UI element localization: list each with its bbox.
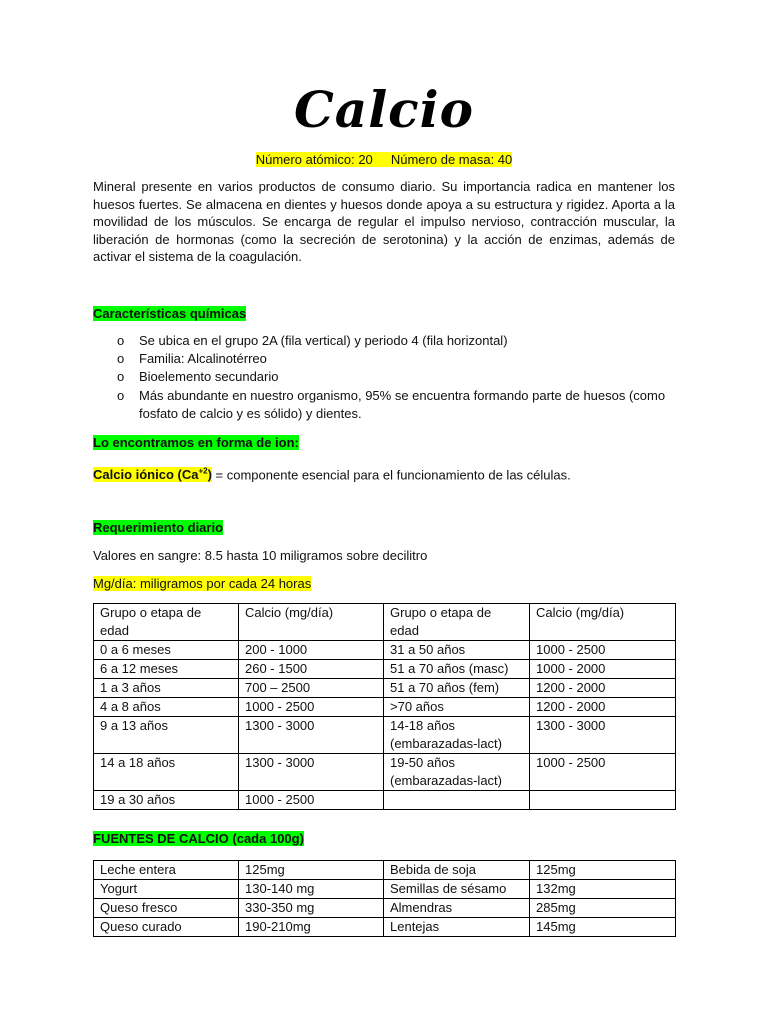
blood-values: Valores en sangre: 8.5 hasta 10 miligramos sobre decilitro bbox=[93, 548, 428, 563]
column-header: Grupo o etapa de edad bbox=[384, 604, 530, 641]
sources-heading: FUENTES DE CALCIO (cada 100g) bbox=[93, 831, 304, 846]
table-cell: Lentejas bbox=[384, 918, 530, 937]
table-cell: 1300 - 3000 bbox=[530, 717, 676, 754]
table-row bbox=[94, 660, 676, 679]
ion-line: Calcio iónico $(Ca^{+2})$ = componente esencial para el funcionamiento de las células. bbox=[93, 467, 571, 483]
table-cell: 285mg bbox=[530, 899, 676, 918]
table-row bbox=[94, 641, 676, 660]
table-cell: 1 a 3 años bbox=[94, 679, 239, 698]
table-cell: 0 a 6 meses bbox=[94, 641, 239, 660]
table-row bbox=[94, 899, 676, 918]
sources-table bbox=[93, 860, 676, 937]
ion-heading: Lo encontramos en forma de ion: bbox=[93, 435, 299, 450]
characteristics-list bbox=[117, 332, 677, 423]
table-row bbox=[94, 717, 676, 754]
table-cell: 1300 - 3000 bbox=[239, 717, 384, 754]
list-item: o Familia: Alcalinotérreo bbox=[117, 351, 267, 367]
table-header-row bbox=[94, 604, 676, 641]
column-header: Calcio (mg/día) bbox=[239, 604, 384, 641]
table-cell: Almendras bbox=[384, 899, 530, 918]
table-cell: 6 a 12 meses bbox=[94, 660, 239, 679]
table-cell: 1000 - 2000 bbox=[530, 660, 676, 679]
table-cell: 1000 - 2500 bbox=[239, 791, 384, 810]
table-cell: 1000 - 2500 bbox=[239, 698, 384, 717]
table-cell: 190-210mg bbox=[239, 918, 384, 937]
table-cell: 31 a 50 años bbox=[384, 641, 530, 660]
table-cell: 1000 - 2500 bbox=[530, 754, 676, 791]
table-cell: 260 - 1500 bbox=[239, 660, 384, 679]
table-cell: 51 a 70 años (fem) bbox=[384, 679, 530, 698]
table-row bbox=[94, 880, 676, 899]
table-cell bbox=[530, 791, 676, 810]
table-row bbox=[94, 698, 676, 717]
table-cell: 700 – 2500 bbox=[239, 679, 384, 698]
characteristics-heading: Características químicas bbox=[93, 306, 247, 321]
table-cell: 51 a 70 años (masc) bbox=[384, 660, 530, 679]
table-cell: 1200 - 2000 bbox=[530, 698, 676, 717]
table-cell: Queso fresco bbox=[94, 899, 239, 918]
table-cell: 130-140 mg bbox=[239, 880, 384, 899]
intro-paragraph: Mineral presente en varios productos de consumo diario. Su importancia radica en mantener los huesos fuertes. Se almacena en dientes y huesos donde apoya a su estructura y rigidez. Aporta a la movilidad de los músculos. Se encarga de regular el impulso nervioso, contracción muscular, la liberación de hormonas (como la secreción de serotonina) y la acción de enzimas, además de activar el sistema de la coagulación. bbox=[93, 179, 675, 264]
table-row bbox=[94, 918, 676, 937]
column-header: Grupo o etapa de edad bbox=[94, 604, 239, 641]
table-cell: 9 a 13 años bbox=[94, 717, 239, 754]
atomic-number: Número atómico: 20 Número de masa: 40 bbox=[255, 152, 513, 167]
table-row bbox=[94, 791, 676, 810]
requirement-table bbox=[93, 603, 676, 810]
unit-note: Mg/día: miligramos por cada 24 horas bbox=[93, 576, 312, 591]
column-header: Calcio (mg/día) bbox=[530, 604, 676, 641]
table-cell bbox=[384, 791, 530, 810]
atomic-info bbox=[93, 152, 675, 168]
table-cell: 200 - 1000 bbox=[239, 641, 384, 660]
table-cell: 125mg bbox=[239, 861, 384, 880]
table-row bbox=[94, 754, 676, 791]
table-cell: 330-350 mg bbox=[239, 899, 384, 918]
page-title: Calcio bbox=[294, 80, 474, 139]
table-cell: 132mg bbox=[530, 880, 676, 899]
list-item: o Más abundante en nuestro organismo, 95% se encuentra formando parte de huesos (como fosfato de calcio y es sólido) y dientes. bbox=[117, 387, 666, 421]
table-cell: 1200 - 2000 bbox=[530, 679, 676, 698]
table-cell: 1300 - 3000 bbox=[239, 754, 384, 791]
table-cell: 19-50 años (embarazadas-lact) bbox=[384, 754, 530, 791]
ion-label: Calcio iónico $(Ca^{+2})$ bbox=[93, 467, 212, 483]
table-cell: Bebida de soja bbox=[384, 861, 530, 880]
table-row bbox=[94, 861, 676, 880]
table-cell: 14 a 18 años bbox=[94, 754, 239, 791]
table-cell: Leche entera bbox=[94, 861, 239, 880]
table-cell: Queso curado bbox=[94, 918, 239, 937]
table-cell: >70 años bbox=[384, 698, 530, 717]
table-cell: Semillas de sésamo bbox=[384, 880, 530, 899]
table-cell: 4 a 8 años bbox=[94, 698, 239, 717]
table-cell: 19 a 30 años bbox=[94, 791, 239, 810]
table-row bbox=[94, 679, 676, 698]
list-item: o Bioelemento secundario bbox=[117, 369, 279, 385]
table-cell: 125mg bbox=[530, 861, 676, 880]
table-cell: Yogurt bbox=[94, 880, 239, 899]
table-cell: 145mg bbox=[530, 918, 676, 937]
mass-number: Número de masa: 40 bbox=[390, 152, 513, 167]
list-item: o Se ubica en el grupo 2A (fila vertical) y periodo 4 (fila horizontal) bbox=[117, 333, 508, 348]
requirement-heading: Requerimiento diario bbox=[93, 520, 224, 535]
table-cell: 1000 - 2500 bbox=[530, 641, 676, 660]
table-cell: 14-18 años (embarazadas-lact) bbox=[384, 717, 530, 754]
